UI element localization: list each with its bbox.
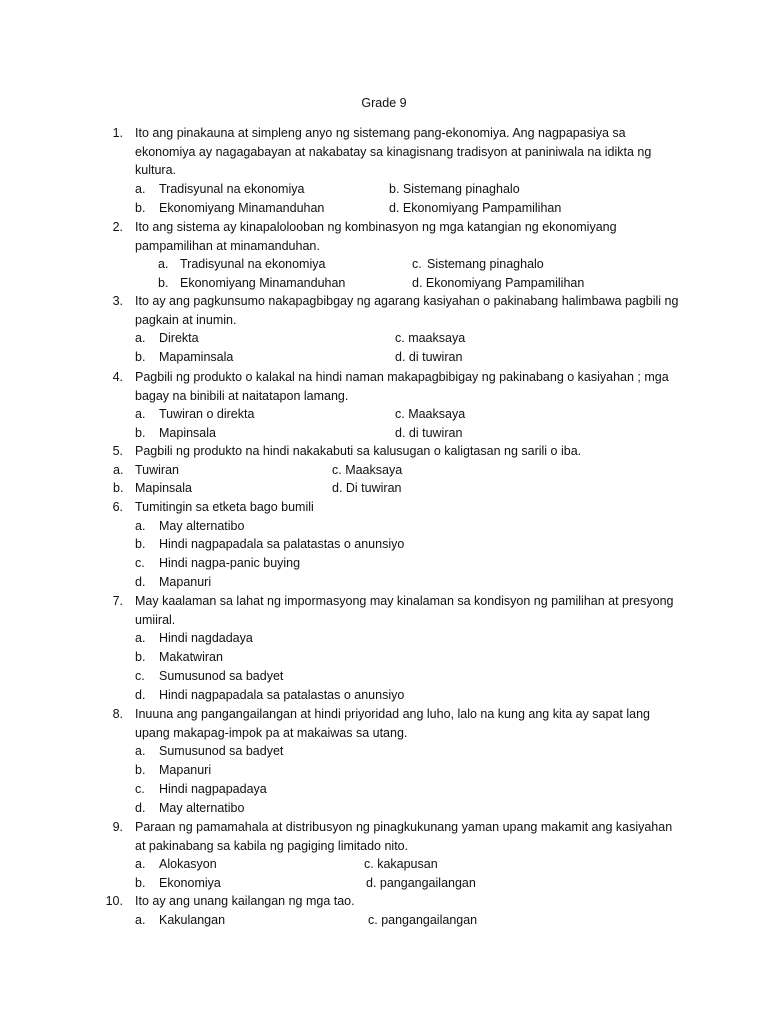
option-text: Tuwiran xyxy=(135,462,179,477)
option-letter: d. xyxy=(135,687,146,702)
option-text: Ekonomiyang Minamanduhan xyxy=(180,276,346,291)
question-number: 2. xyxy=(112,220,123,234)
question-text: Paraan ng pamamahala at distribusyon ng pinagkukunang yaman upang makamit ang kasiyahan xyxy=(135,820,673,834)
question-text: ekonomiya ay nagagabayan at nakabatay sa kinagisnang tradisyon at paniniwala na idikta ng xyxy=(135,144,652,159)
option-letter: b. xyxy=(135,537,146,552)
option-text: Sumusunod sa badyet xyxy=(159,668,284,683)
option-letter: a. xyxy=(158,257,169,272)
question-number: 4. xyxy=(112,370,123,384)
question-number: 8. xyxy=(112,707,123,721)
option-text: d. Di tuwiran xyxy=(332,481,402,496)
option-letter: c. xyxy=(135,781,145,796)
option-letter: d. xyxy=(135,800,146,815)
option-letter: a. xyxy=(135,744,146,759)
option-text: Alokasyon xyxy=(159,857,217,872)
question-number: 5. xyxy=(112,444,123,458)
option-text: Ekonomiyang Minamanduhan xyxy=(159,200,325,215)
option-letter: a. xyxy=(135,912,146,927)
option-text: Mapanuri xyxy=(159,763,212,778)
question-text: May kaalaman sa lahat ng impormasyong may kinalaman sa kondisyon ng pamilihan at presyong xyxy=(135,594,674,608)
option-text: Direkta xyxy=(159,331,199,346)
question-text: Pagbili ng produkto o kalakal na hindi naman makapagbibigay ng pakinabang o kasiyahan ; mga xyxy=(135,370,669,384)
option-text: c. Maaksaya xyxy=(395,407,466,422)
option-letter: b. xyxy=(135,426,146,441)
option-text: c. kakapusan xyxy=(364,857,438,872)
option-text: Kakulangan xyxy=(159,912,226,927)
question-text: Ito ang pinakauna at simpleng anyo ng sistemang pang-ekonomiya. Ang nagpapasiya sa xyxy=(135,126,626,140)
option-letter: a. xyxy=(135,631,146,646)
question-text: Ito ay ang unang kailangan ng mga tao. xyxy=(135,894,355,908)
option-text: d. pangangailangan xyxy=(366,876,476,891)
option-letter: b. xyxy=(135,350,146,365)
option-text: Sistemang pinaghalo xyxy=(427,257,544,272)
option-text: Mapanuri xyxy=(159,574,212,589)
question-text: Ito ang sistema ay kinapalolooban ng kombinasyon ng mga katangian ng ekonomiyang xyxy=(135,220,617,234)
option-letter: a. xyxy=(135,407,146,422)
option-text: c. pangangailangan xyxy=(368,912,478,927)
question-text: umiiral. xyxy=(135,612,176,627)
option-text: Tradisyunal na ekonomiya xyxy=(180,257,326,272)
option-text: May alternatibo xyxy=(159,800,245,815)
option-text: c. maaksaya xyxy=(395,331,466,346)
question-text: at pakinabang sa kabila ng pagiging limitado nito. xyxy=(135,838,409,853)
option-text: Hindi nagpa-panic buying xyxy=(159,556,301,571)
option-text: Hindi nagpapadaya xyxy=(159,781,267,796)
question-text: bagay na binibili at naitatapon lamang. xyxy=(135,388,349,403)
option-letter: c. xyxy=(135,556,145,571)
option-text: d. di tuwiran xyxy=(395,426,463,441)
option-text: d. Ekonomiyang Pampamilihan xyxy=(389,200,562,215)
option-text: Tradisyunal na ekonomiya xyxy=(159,182,305,197)
option-text: Hindi nagpapadala sa palatastas o anunsiyo xyxy=(159,537,405,552)
option-text: Mapaminsala xyxy=(159,350,234,365)
option-letter: a. xyxy=(135,857,146,872)
option-text: Ekonomiya xyxy=(159,876,221,891)
option-text: Mapinsala xyxy=(135,481,192,496)
option-letter: c. xyxy=(135,668,145,683)
question-number: 10. xyxy=(105,894,123,908)
option-text: Tuwiran o direkta xyxy=(159,407,255,422)
option-letter: a. xyxy=(135,182,146,197)
question-text: Inuuna ang pangangailangan at hindi priyoridad ang luho, lalo na kung ang kita ay sapat lang xyxy=(135,707,650,721)
question-text: Pagbili ng produkto na hindi nakakabuti sa kalusugan o kaligtasan ng sarili o iba. xyxy=(135,444,582,458)
question-number: 6. xyxy=(112,500,123,514)
option-text: Mapinsala xyxy=(159,426,216,441)
option-letter: d. xyxy=(135,574,146,589)
option-letter: b. xyxy=(135,650,146,665)
option-text: May alternatibo xyxy=(159,518,245,533)
option-letter: b. xyxy=(135,200,146,215)
question-number: 3. xyxy=(112,294,123,308)
question-text: pampamilihan at minamanduhan. xyxy=(135,238,320,253)
option-letter: a. xyxy=(135,518,146,533)
question-number: 7. xyxy=(112,594,123,608)
question-text: Tumitingin sa etketa bago bumili xyxy=(135,500,314,514)
question-number: 1. xyxy=(112,126,123,140)
option-text: Hindi nagpapadala sa patalastas o anunsiyo xyxy=(159,687,405,702)
option-letter: b. xyxy=(113,481,124,496)
question-text: pagkain at inumin. xyxy=(135,312,237,327)
option-text: Sumusunod sa badyet xyxy=(159,744,284,759)
option-text: Makatwiran xyxy=(159,650,223,665)
question-text: upang makapag-impok pa at makaiwas sa utang. xyxy=(135,725,408,740)
option-letter: c. xyxy=(412,257,422,272)
option-text: d. di tuwiran xyxy=(395,350,463,365)
question-text: Ito ay ang pagkunsumo nakapagbibgay ng agarang kasiyahan o pakinabang halimbawa pagbili ng xyxy=(135,294,679,308)
option-text: d. Ekonomiyang Pampamilihan xyxy=(412,276,585,291)
option-letter: a. xyxy=(113,462,124,477)
option-letter: b. xyxy=(135,763,146,778)
question-number: 9. xyxy=(112,820,123,834)
option-letter: b. xyxy=(158,276,169,291)
option-letter: b. xyxy=(135,876,146,891)
option-text: Hindi nagdadaya xyxy=(159,631,253,646)
question-text: kultura. xyxy=(135,163,176,178)
option-letter: a. xyxy=(135,331,146,346)
option-text: b. Sistemang pinaghalo xyxy=(389,182,520,197)
option-text: c. Maaksaya xyxy=(332,462,403,477)
document-title: Grade 9 xyxy=(361,96,407,110)
